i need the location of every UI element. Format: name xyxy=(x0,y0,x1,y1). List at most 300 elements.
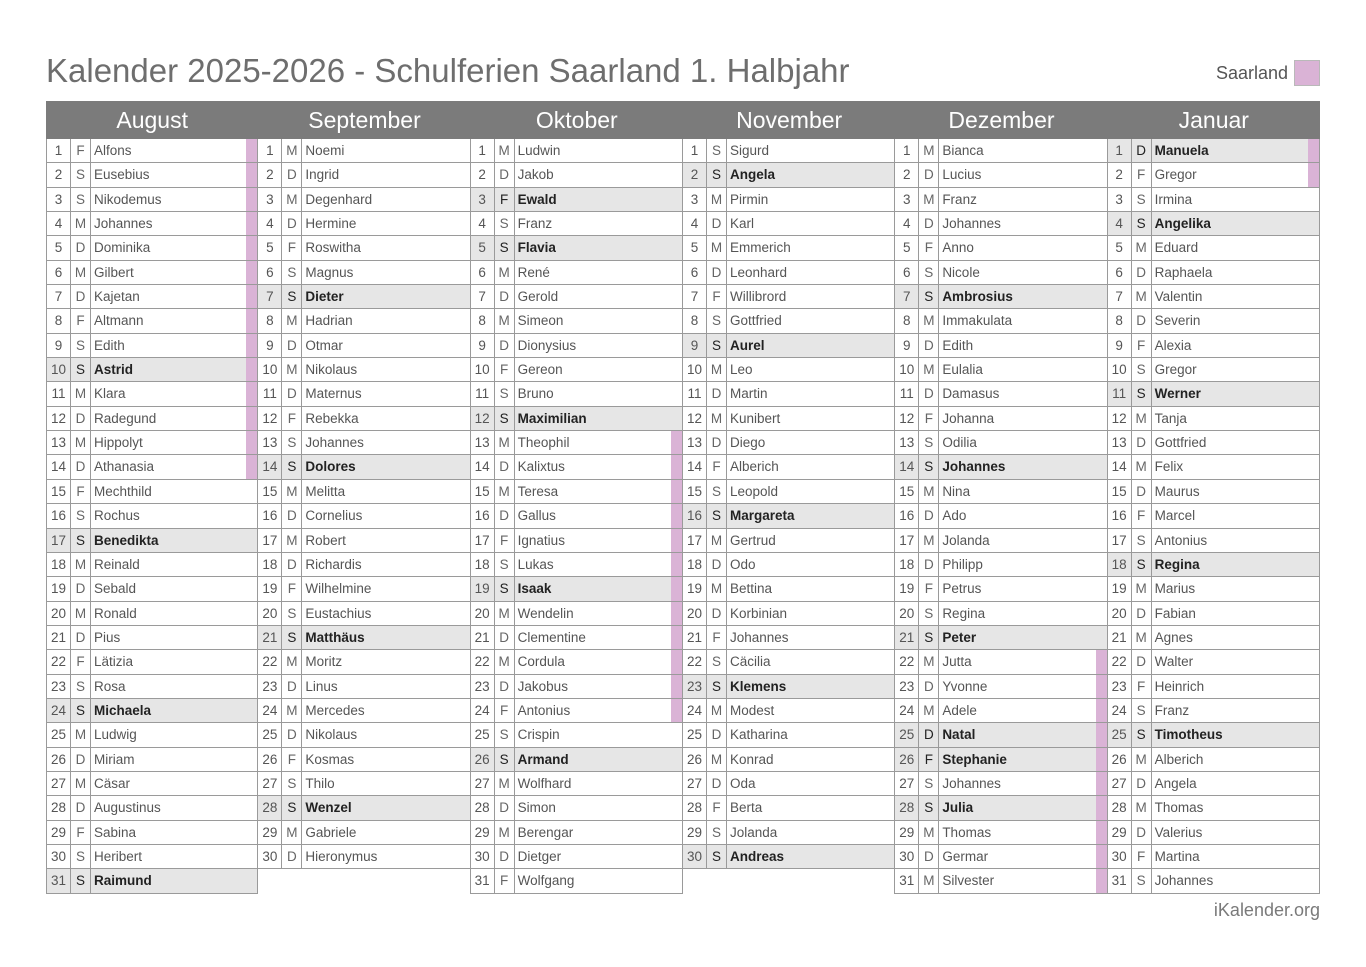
day-row xyxy=(258,212,469,236)
holiday-marker xyxy=(459,529,470,552)
day-weekday: S xyxy=(919,285,939,308)
day-name-day: Sigurd xyxy=(729,143,770,158)
day-name-day: Kunibert xyxy=(729,410,781,426)
holiday-marker xyxy=(883,796,894,819)
day-row xyxy=(47,309,257,333)
holiday-marker xyxy=(671,188,682,211)
day-weekday: S xyxy=(495,577,515,600)
holiday-marker xyxy=(671,845,682,868)
day-row xyxy=(471,285,682,309)
day-row xyxy=(895,431,1106,455)
holiday-marker xyxy=(1096,675,1107,698)
day-number: 4 xyxy=(47,212,71,235)
day-weekday: M xyxy=(282,529,302,552)
day-number: 26 xyxy=(683,748,707,771)
day-weekday: D xyxy=(919,845,939,868)
day-weekday: F xyxy=(495,869,515,892)
day-weekday: D xyxy=(919,212,939,235)
day-name-day: Alberich xyxy=(729,459,779,475)
day-name-day: Dominika xyxy=(94,240,151,256)
day-number: 3 xyxy=(683,188,707,211)
day-row xyxy=(471,577,682,601)
day-number: 30 xyxy=(47,845,71,868)
day-number: 14 xyxy=(1108,455,1132,478)
day-name-day: Rebekka xyxy=(305,410,359,426)
holiday-marker xyxy=(459,553,470,576)
day-row xyxy=(47,236,257,260)
day-number: 19 xyxy=(1108,577,1132,600)
day-number: 23 xyxy=(1108,675,1132,698)
holiday-marker xyxy=(883,529,894,552)
holiday-marker xyxy=(1096,796,1107,819)
day-name-day: Thomas xyxy=(942,824,992,840)
day-row xyxy=(895,285,1106,309)
month-title-dezember: Dezember xyxy=(948,107,1055,133)
day-row xyxy=(258,796,469,820)
day-weekday: S xyxy=(71,504,91,527)
day-weekday: M xyxy=(1132,577,1152,600)
day-weekday: D xyxy=(707,382,727,405)
day-weekday: D xyxy=(707,723,727,746)
day-name-day: Angela xyxy=(1154,775,1197,791)
day-row xyxy=(895,188,1106,212)
day-weekday: F xyxy=(707,626,727,649)
day-row xyxy=(683,723,894,747)
holiday-marker xyxy=(246,285,257,308)
day-row xyxy=(471,723,682,747)
holiday-marker xyxy=(459,188,470,211)
day-name-day: Bettina xyxy=(729,581,773,597)
day-weekday: F xyxy=(919,407,939,430)
day-row xyxy=(47,407,257,431)
day-number: 14 xyxy=(895,455,919,478)
day-name-day: Mercedes xyxy=(305,702,365,718)
day-name-day: Lucius xyxy=(942,167,982,183)
day-number: 3 xyxy=(895,188,919,211)
day-number: 10 xyxy=(1108,358,1132,381)
day-name-day: Miriam xyxy=(94,751,135,767)
holiday-marker xyxy=(671,309,682,332)
day-name-day: Alexia xyxy=(1154,337,1192,353)
day-name-day: Benedikta xyxy=(94,532,159,548)
holiday-marker xyxy=(246,261,257,284)
holiday-marker xyxy=(1096,699,1107,722)
day-weekday: M xyxy=(919,650,939,673)
day-weekday: S xyxy=(919,626,939,649)
holiday-marker xyxy=(1308,139,1319,162)
holiday-marker xyxy=(246,626,257,649)
day-weekday: D xyxy=(71,285,91,308)
day-number: 25 xyxy=(895,723,919,746)
day-weekday: M xyxy=(919,188,939,211)
day-name-day: Maternus xyxy=(305,386,362,402)
day-weekday: F xyxy=(282,236,302,259)
day-name-day: Ambrosius xyxy=(942,289,1013,305)
day-number: 18 xyxy=(1108,553,1132,576)
day-weekday: S xyxy=(707,334,727,357)
day-weekday: S xyxy=(707,675,727,698)
day-row xyxy=(895,577,1106,601)
day-weekday: M xyxy=(71,772,91,795)
day-number: 13 xyxy=(471,431,495,454)
day-weekday: M xyxy=(71,261,91,284)
day-row xyxy=(895,139,1106,163)
day-name-day: Natal xyxy=(942,727,976,743)
day-row xyxy=(683,626,894,650)
day-weekday: D xyxy=(1132,309,1152,332)
holiday-marker xyxy=(246,577,257,600)
day-number: 3 xyxy=(1108,188,1132,211)
day-weekday: D xyxy=(919,334,939,357)
day-row xyxy=(471,163,682,187)
day-name-day: Kosmas xyxy=(305,751,355,767)
day-weekday: D xyxy=(282,163,302,186)
day-weekday: M xyxy=(1132,236,1152,259)
day-row xyxy=(258,455,469,479)
day-weekday: D xyxy=(71,407,91,430)
day-name-day: Johannes xyxy=(1154,873,1214,889)
day-weekday: S xyxy=(919,261,939,284)
day-name-day: Edith xyxy=(94,337,125,353)
day-number: 6 xyxy=(895,261,919,284)
holiday-marker xyxy=(459,796,470,819)
day-weekday: M xyxy=(495,650,515,673)
day-name-day: Crispin xyxy=(517,727,560,743)
day-number: 16 xyxy=(895,504,919,527)
day-number: 26 xyxy=(471,748,495,771)
day-row xyxy=(683,358,894,382)
day-number: 1 xyxy=(683,139,707,162)
holiday-marker xyxy=(1308,455,1319,478)
day-name-day: Richardis xyxy=(305,556,362,572)
holiday-marker xyxy=(883,626,894,649)
day-row xyxy=(895,407,1106,431)
day-weekday: F xyxy=(1132,675,1152,698)
day-number: 20 xyxy=(471,602,495,625)
day-name-day: Kalixtus xyxy=(517,459,565,475)
holiday-marker xyxy=(459,602,470,625)
day-number: 8 xyxy=(1108,309,1132,332)
day-name-day: Oda xyxy=(729,775,756,791)
day-row xyxy=(683,334,894,358)
day-number: 11 xyxy=(47,382,71,405)
day-number: 17 xyxy=(895,529,919,552)
day-number: 6 xyxy=(1108,261,1132,284)
day-name-day: Agnes xyxy=(1154,629,1193,645)
day-weekday: M xyxy=(707,407,727,430)
day-weekday: D xyxy=(495,845,515,868)
day-weekday: F xyxy=(495,188,515,211)
day-number: 18 xyxy=(895,553,919,576)
holiday-marker xyxy=(246,407,257,430)
day-number: 5 xyxy=(258,236,282,259)
holiday-marker xyxy=(1096,163,1107,186)
holiday-marker xyxy=(459,334,470,357)
day-row xyxy=(47,358,257,382)
day-name-day: Jolanda xyxy=(729,824,778,840)
day-row xyxy=(258,821,469,845)
day-row xyxy=(1108,504,1319,528)
holiday-marker xyxy=(883,699,894,722)
day-row xyxy=(683,163,894,187)
holiday-marker xyxy=(1096,529,1107,552)
day-name-day: Silvester xyxy=(942,873,995,889)
day-name-day: Franz xyxy=(517,216,553,232)
day-row xyxy=(895,650,1106,674)
day-row xyxy=(471,480,682,504)
day-row xyxy=(47,796,257,820)
day-row xyxy=(471,236,682,260)
day-row xyxy=(1108,675,1319,699)
day-name-day: Gabriele xyxy=(305,824,357,840)
day-row xyxy=(47,723,257,747)
day-number: 18 xyxy=(683,553,707,576)
day-number: 30 xyxy=(895,845,919,868)
day-name-day: Angela xyxy=(729,167,775,183)
day-row xyxy=(258,504,469,528)
holiday-marker xyxy=(246,480,257,503)
day-row xyxy=(471,748,682,772)
day-row xyxy=(1108,772,1319,796)
day-name-day: Irmina xyxy=(1154,191,1193,207)
day-row xyxy=(47,455,257,479)
day-weekday: F xyxy=(495,529,515,552)
day-weekday: M xyxy=(1132,748,1152,771)
day-name-day: Timotheus xyxy=(1154,727,1223,743)
day-number: 21 xyxy=(471,626,495,649)
holiday-marker xyxy=(671,772,682,795)
day-row xyxy=(47,821,257,845)
holiday-marker xyxy=(883,236,894,259)
day-weekday: S xyxy=(707,163,727,186)
legend-label: Saarland xyxy=(1215,62,1288,83)
day-weekday: S xyxy=(1132,358,1152,381)
holiday-marker xyxy=(1096,577,1107,600)
holiday-marker xyxy=(671,139,682,162)
day-weekday: F xyxy=(71,650,91,673)
day-row xyxy=(683,699,894,723)
day-number: 24 xyxy=(895,699,919,722)
day-number: 16 xyxy=(471,504,495,527)
day-weekday: D xyxy=(495,163,515,186)
day-number: 16 xyxy=(47,504,71,527)
day-number: 7 xyxy=(258,285,282,308)
day-weekday: F xyxy=(707,796,727,819)
day-weekday: S xyxy=(282,772,302,795)
day-weekday: F xyxy=(1132,163,1152,186)
day-row xyxy=(1108,602,1319,626)
day-name-day: Jutta xyxy=(942,654,972,670)
day-number: 30 xyxy=(1108,845,1132,868)
day-name-day: Cornelius xyxy=(305,508,363,524)
day-name-day: Maximilian xyxy=(517,410,587,426)
day-number: 28 xyxy=(895,796,919,819)
day-weekday: S xyxy=(71,334,91,357)
holiday-marker xyxy=(459,772,470,795)
holiday-marker xyxy=(459,748,470,771)
day-row xyxy=(1108,480,1319,504)
day-number: 23 xyxy=(258,675,282,698)
holiday-marker xyxy=(1096,602,1107,625)
month-column-august xyxy=(46,139,258,894)
day-name-day: Angelika xyxy=(1154,216,1211,232)
day-weekday: S xyxy=(1132,723,1152,746)
day-number: 13 xyxy=(258,431,282,454)
day-row xyxy=(471,650,682,674)
holiday-marker xyxy=(671,699,682,722)
day-number: 4 xyxy=(258,212,282,235)
day-name-day: Johannes xyxy=(729,629,789,645)
day-row xyxy=(683,529,894,553)
day-weekday: M xyxy=(1132,626,1152,649)
day-weekday: F xyxy=(495,358,515,381)
holiday-marker xyxy=(1308,285,1319,308)
day-number: 7 xyxy=(1108,285,1132,308)
day-number: 27 xyxy=(47,772,71,795)
day-name-day: Johannes xyxy=(942,459,1006,475)
day-weekday: M xyxy=(282,699,302,722)
holiday-marker xyxy=(1308,529,1319,552)
day-weekday: D xyxy=(919,504,939,527)
day-number: 21 xyxy=(683,626,707,649)
day-number: 26 xyxy=(1108,748,1132,771)
day-row xyxy=(47,480,257,504)
day-number: 29 xyxy=(1108,821,1132,844)
day-weekday: M xyxy=(919,869,939,892)
day-row xyxy=(683,431,894,455)
day-row xyxy=(1108,261,1319,285)
day-name-day: Klara xyxy=(94,386,126,402)
day-weekday: D xyxy=(495,455,515,478)
holiday-marker xyxy=(883,358,894,381)
day-row xyxy=(1108,382,1319,406)
holiday-marker xyxy=(883,431,894,454)
day-row xyxy=(47,261,257,285)
day-weekday: D xyxy=(495,675,515,698)
day-number: 11 xyxy=(1108,382,1132,405)
day-row xyxy=(471,188,682,212)
day-row xyxy=(895,309,1106,333)
day-name-day: Isaak xyxy=(517,581,552,597)
holiday-marker xyxy=(1096,723,1107,746)
holiday-marker xyxy=(671,577,682,600)
day-number: 5 xyxy=(895,236,919,259)
holiday-marker xyxy=(246,748,257,771)
month-column-oktober xyxy=(471,139,683,894)
day-number: 14 xyxy=(47,455,71,478)
holiday-marker xyxy=(459,358,470,381)
day-weekday: D xyxy=(495,285,515,308)
day-weekday: S xyxy=(1132,382,1152,405)
month-column-januar xyxy=(1108,139,1320,894)
day-number: 27 xyxy=(683,772,707,795)
day-name-day: Eusebius xyxy=(94,167,150,183)
holiday-marker xyxy=(883,139,894,162)
day-name-day: Sebald xyxy=(94,581,137,597)
day-name-day: Gregor xyxy=(1154,362,1197,378)
day-name-day: Nicole xyxy=(942,264,980,280)
day-name-day: Nina xyxy=(942,483,971,499)
day-name-day: Reinald xyxy=(94,556,140,572)
day-name-day: Flavia xyxy=(517,240,556,256)
day-weekday: S xyxy=(71,188,91,211)
day-weekday: S xyxy=(282,261,302,284)
holiday-marker xyxy=(1096,626,1107,649)
day-weekday: F xyxy=(707,285,727,308)
day-number: 17 xyxy=(1108,529,1132,552)
day-row xyxy=(471,529,682,553)
day-row xyxy=(47,431,257,455)
day-number: 11 xyxy=(895,382,919,405)
day-name-day: Korbinian xyxy=(729,605,788,621)
day-name-day: Astrid xyxy=(94,362,134,378)
holiday-marker xyxy=(1096,845,1107,868)
day-name-day: Hieronymus xyxy=(305,848,378,864)
day-weekday: D xyxy=(71,577,91,600)
holiday-marker xyxy=(883,675,894,698)
holiday-marker xyxy=(459,675,470,698)
holiday-marker xyxy=(459,261,470,284)
day-weekday: S xyxy=(282,796,302,819)
holiday-marker xyxy=(1308,675,1319,698)
day-weekday: S xyxy=(919,602,939,625)
day-row xyxy=(258,553,469,577)
day-number: 15 xyxy=(258,480,282,503)
day-weekday: D xyxy=(282,504,302,527)
day-weekday: S xyxy=(495,748,515,771)
day-name-day: Walter xyxy=(1154,654,1194,670)
day-number: 12 xyxy=(1108,407,1132,430)
day-weekday: S xyxy=(282,626,302,649)
day-name-day: Dietger xyxy=(517,848,562,864)
day-row xyxy=(258,650,469,674)
day-weekday: D xyxy=(1132,431,1152,454)
day-number: 29 xyxy=(258,821,282,844)
day-weekday: M xyxy=(707,577,727,600)
day-number: 30 xyxy=(471,845,495,868)
day-number: 4 xyxy=(1108,212,1132,235)
day-weekday: S xyxy=(71,699,91,722)
day-name-day: Dionysius xyxy=(517,337,577,353)
holiday-marker xyxy=(883,553,894,576)
day-name-day: Magnus xyxy=(305,264,354,280)
day-row xyxy=(258,382,469,406)
day-weekday: F xyxy=(1132,845,1152,868)
day-number: 19 xyxy=(683,577,707,600)
holiday-marker xyxy=(883,845,894,868)
day-number: 28 xyxy=(258,796,282,819)
day-row xyxy=(1108,577,1319,601)
day-number: 31 xyxy=(471,869,495,892)
day-weekday: S xyxy=(919,796,939,819)
day-number: 27 xyxy=(258,772,282,795)
day-row xyxy=(683,285,894,309)
day-number: 15 xyxy=(47,480,71,503)
day-number: 6 xyxy=(47,261,71,284)
holiday-marker xyxy=(246,504,257,527)
day-weekday: F xyxy=(71,309,91,332)
day-row xyxy=(258,285,469,309)
day-row xyxy=(471,382,682,406)
day-number: 12 xyxy=(895,407,919,430)
day-row xyxy=(258,334,469,358)
holiday-marker xyxy=(883,285,894,308)
day-row xyxy=(895,821,1106,845)
day-name-day: Roswitha xyxy=(305,240,361,256)
day-number: 28 xyxy=(471,796,495,819)
day-weekday: D xyxy=(71,236,91,259)
day-weekday: D xyxy=(282,212,302,235)
